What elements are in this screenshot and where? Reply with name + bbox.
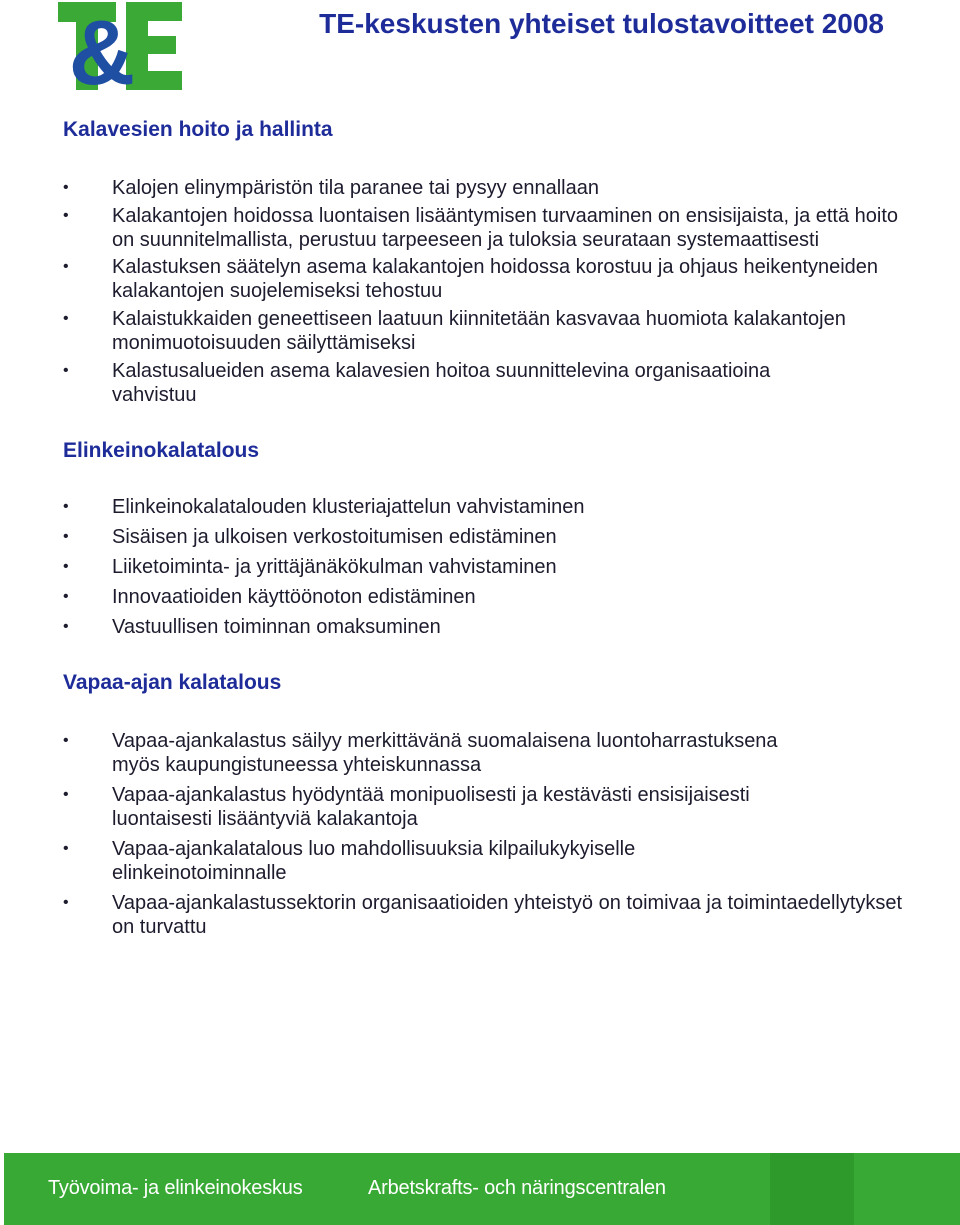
list-item-text: Innovaatioiden käyttöönoton edistäminen bbox=[112, 586, 476, 608]
bullet-icon: • bbox=[63, 258, 69, 275]
list-item-text: Vapaa-ajankalastus säilyy merkittävänä suomalaisena luontoharrastuksena myös kaupungistuneessa yhteiskunnassa bbox=[112, 730, 778, 776]
bullet-icon: • bbox=[63, 498, 69, 515]
list-item bbox=[63, 615, 923, 639]
footer-right-text: Arbetskrafts- och näringscentralen bbox=[368, 1177, 666, 1199]
list-item-text: Kalastusalueiden asema kalavesien hoitoa suunnittelevina organisaatioina vahvistuu bbox=[112, 360, 771, 406]
bullet-icon: • bbox=[63, 558, 69, 575]
list-item-text: Kalaistukkaiden geneettiseen laatuun kiinnitetään kasvavaa huomiota kalakantojen monimuotoisuuden säilyttämiseksi bbox=[112, 308, 846, 354]
bullet-icon: • bbox=[63, 732, 69, 749]
bullet-icon: • bbox=[63, 618, 69, 635]
footer-stripe bbox=[770, 1153, 854, 1225]
bullet-icon: • bbox=[63, 207, 69, 224]
bullet-icon: • bbox=[63, 894, 69, 911]
bullet-icon: • bbox=[63, 786, 69, 803]
list-item-text: Elinkeinokalatalouden klusteriajattelun vahvistaminen bbox=[112, 496, 585, 518]
section-heading-kalavesien-hoito: Kalavesien hoito ja hallinta bbox=[63, 118, 333, 141]
document-body bbox=[63, 114, 923, 939]
list-item bbox=[63, 555, 923, 579]
list-item-text: Kalakantojen hoidossa luontaisen lisääntymisen turvaaminen on ensisijaista, ja että hoito on suunnitelmallista, perustuu tarpeeseen ja tuloksia seurataan systemaattisesti bbox=[112, 205, 899, 251]
bullet-icon: • bbox=[63, 528, 69, 545]
list-item bbox=[63, 204, 923, 252]
list-item bbox=[63, 891, 922, 939]
footer-banner bbox=[4, 1153, 960, 1225]
bullet-icon: • bbox=[63, 362, 69, 379]
list-item bbox=[63, 255, 923, 303]
list-item bbox=[63, 585, 923, 609]
list-item-text: Vapaa-ajankalastus hyödyntää monipuolisesti ja kestävästi ensisijaisesti luontaisesti lisääntyviä kalakantoja bbox=[112, 784, 750, 830]
svg-text:&: & bbox=[68, 2, 136, 90]
list-item bbox=[63, 525, 923, 549]
list-item bbox=[63, 176, 923, 200]
bullet-icon: • bbox=[63, 179, 69, 196]
list-item bbox=[63, 837, 812, 885]
bullet-icon: • bbox=[63, 840, 69, 857]
bullet-list-vapaa-ajan-kalatalous bbox=[63, 729, 923, 939]
list-item bbox=[63, 783, 812, 831]
bullet-icon: • bbox=[63, 588, 69, 605]
bullet-list-elinkeinokalatalous bbox=[63, 495, 923, 639]
list-item-text: Sisäisen ja ulkoisen verkostoitumisen edistäminen bbox=[112, 526, 557, 548]
list-item-text: Vapaa-ajankalastussektorin organisaatioiden yhteistyö on toimivaa ja toimintaedellytykset on turvattu bbox=[112, 892, 903, 938]
list-item-text: Vastuullisen toiminnan omaksuminen bbox=[112, 616, 441, 638]
list-item-text: Kalojen elinympäristön tila paranee tai pysyy ennallaan bbox=[112, 177, 599, 199]
section-heading-vapaa-ajan-kalatalous: Vapaa-ajan kalatalous bbox=[63, 671, 282, 694]
bullet-icon: • bbox=[63, 310, 69, 327]
list-item bbox=[63, 729, 812, 777]
list-item-text: Vapaa-ajankalatalous luo mahdollisuuksia kilpailukykyiselle elinkeinotoiminnalle bbox=[112, 838, 636, 884]
section-heading-elinkeinokalatalous: Elinkeinokalatalous bbox=[63, 439, 260, 462]
list-item bbox=[63, 307, 923, 355]
list-item bbox=[63, 359, 832, 407]
page-title: TE-keskusten yhteiset tulostavoitteet 2008 bbox=[319, 8, 884, 39]
footer-left-text: Työvoima- ja elinkeinokeskus bbox=[48, 1177, 303, 1199]
bullet-list-kalavesien-hoito bbox=[63, 176, 923, 407]
list-item-text: Liiketoiminta- ja yrittäjänäkökulman vahvistaminen bbox=[112, 556, 557, 578]
list-item-text: Kalastuksen säätelyn asema kalakantojen hoidossa korostuu ja ohjaus heikentyneiden kalakantojen suojelemiseksi tehostuu bbox=[112, 256, 879, 302]
list-item bbox=[63, 495, 923, 519]
